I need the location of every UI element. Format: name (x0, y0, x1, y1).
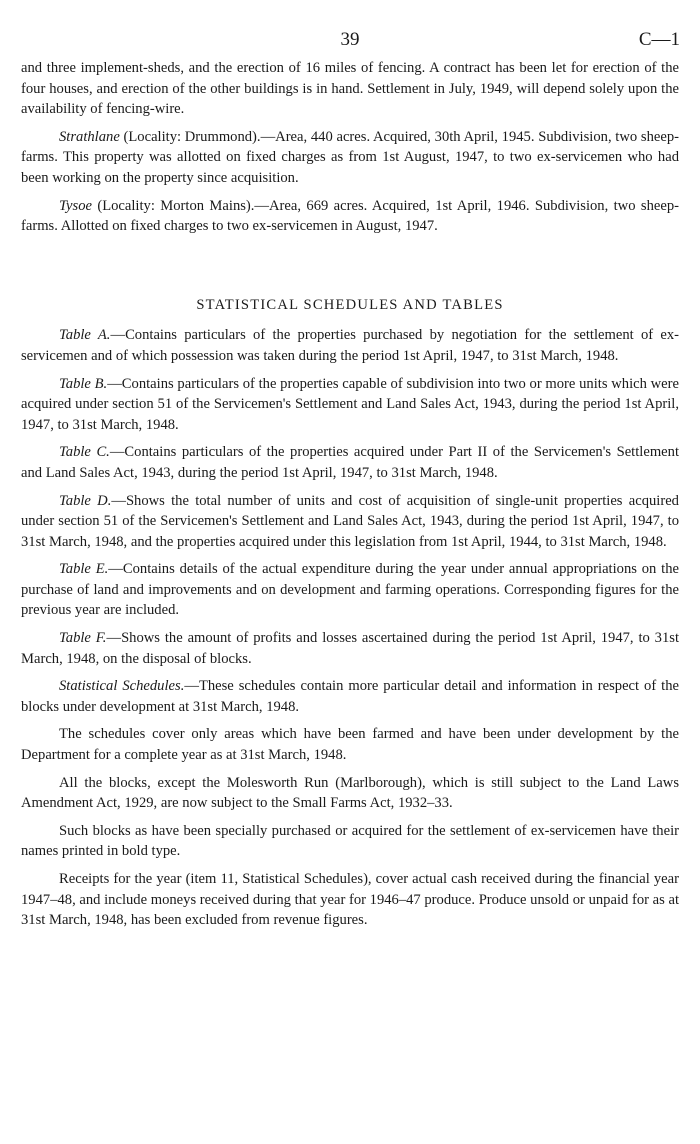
table-e-paragraph (21, 559, 679, 621)
tysoe-paragraph (21, 196, 679, 237)
table-c-label: Table C. (59, 444, 110, 461)
such-blocks-paragraph: Such blocks as have been specially purchased or acquired for the settlement of ex-servicemen have their names printed in bold type. (21, 822, 679, 860)
table-c-paragraph (21, 442, 679, 483)
body-text (21, 58, 679, 938)
tysoe-name: Tysoe (59, 197, 92, 214)
table-b-label: Table B. (59, 375, 108, 392)
table-f-paragraph (21, 628, 679, 669)
cover-paragraph: The schedules cover only areas which have been farmed and have been under development by the Department for a complete year as at 31st March, 1948. (21, 726, 679, 764)
strathlane-text: (Locality: Drummond).—Area, 440 acres. Acquired, 30th April, 1945. Subdivision, two sheep-farms. This property was allotted on fixed charges as from 1st August, 1947, to two ex-servicemen who had been working on the property since acquisition. (21, 128, 679, 186)
table-d-text: —Shows the total number of units and cost of acquisition of single-unit properties acquired under section 51 of the Servicemen's Settlement and Land Sales Act, 1943, during the period 1st April, 1947, to 31st March, 1948, and the properties acquired under this legislation from 1st April, 1944, to 31st March, 1948. (21, 492, 679, 550)
table-d-paragraph (21, 491, 679, 553)
strathlane-paragraph (21, 127, 679, 189)
table-a-paragraph (21, 325, 679, 366)
tysoe-text: (Locality: Morton Mains).—Area, 669 acres. Acquired, 1st April, 1946. Subdivision, two sheep-farms. Allotted on fixed charges to two ex-servicemen in August, 1947. (21, 197, 679, 235)
table-d-label: Table D. (59, 492, 112, 509)
blocks-paragraph: All the blocks, except the Molesworth Run (Marlborough), which is still subject to the Land Laws Amendment Act, 1929, are now subject to the Small Farms Act, 1932–33. (21, 774, 679, 812)
table-f-label: Table F. (59, 630, 107, 647)
page-header (0, 29, 700, 53)
table-b-text: —Contains particulars of the properties capable of subdivision into two or more units which were acquired under section 51 of the Servicemen's Settlement and Land Sales Act, 1943, during the period 1st April, 1947, to 31st March, 1948. (21, 375, 679, 433)
strathlane-name: Strathlane (59, 128, 120, 145)
schedules-text: —These schedules contain more particular detail and information in respect of the blocks under development at 31st March, 1948. (21, 678, 679, 715)
continuation-paragraph: and three implement-sheds, and the erection of 16 miles of fencing. A contract has been let for erection of the four houses, and erection of the other buildings is in hand. Settlement in July, 1949, will depend solely upon the availability of fencing-wire. (21, 60, 679, 118)
table-e-label: Table E. (59, 561, 109, 578)
table-c-text: —Contains particulars of the properties acquired under Part II of the Servicemen's Settlement and Land Sales Act, 1943, during the period 1st April, 1947, to 31st March, 1948. (21, 444, 679, 481)
table-e-text: —Contains details of the actual expenditure during the year under annual appropriations on the purchase of land and improvements and on development and farming operations. Corresponding figures for the previous year are included. (21, 561, 679, 619)
table-a-text: —Contains particulars of the properties purchased by negotiation for the settlement of ex-servicemen and of which possession was taken during the period 1st April, 1947, to 31st March, 1948. (21, 327, 679, 364)
section-heading: STATISTICAL SCHEDULES AND TABLES (196, 296, 504, 313)
schedules-paragraph (21, 676, 679, 717)
table-b-paragraph (21, 374, 679, 436)
table-a-label: Table A. (59, 327, 111, 344)
document-code: C—1 (638, 29, 680, 50)
page-number: 39 (340, 29, 360, 50)
table-f-text: —Shows the amount of profits and losses ascertained during the period 1st April, 1947, to 31st March, 1948, on the disposal of blocks. (21, 630, 679, 667)
receipts-paragraph: Receipts for the year (item 11, Statistical Schedules), cover actual cash received during the financial year 1947–48, and include moneys received during that year for 1946–47 produce. Produce unsold or unpaid for as at 31st March, 1948, has been excluded from revenue figures. (21, 871, 679, 929)
schedules-label: Statistical Schedules. (59, 678, 185, 695)
